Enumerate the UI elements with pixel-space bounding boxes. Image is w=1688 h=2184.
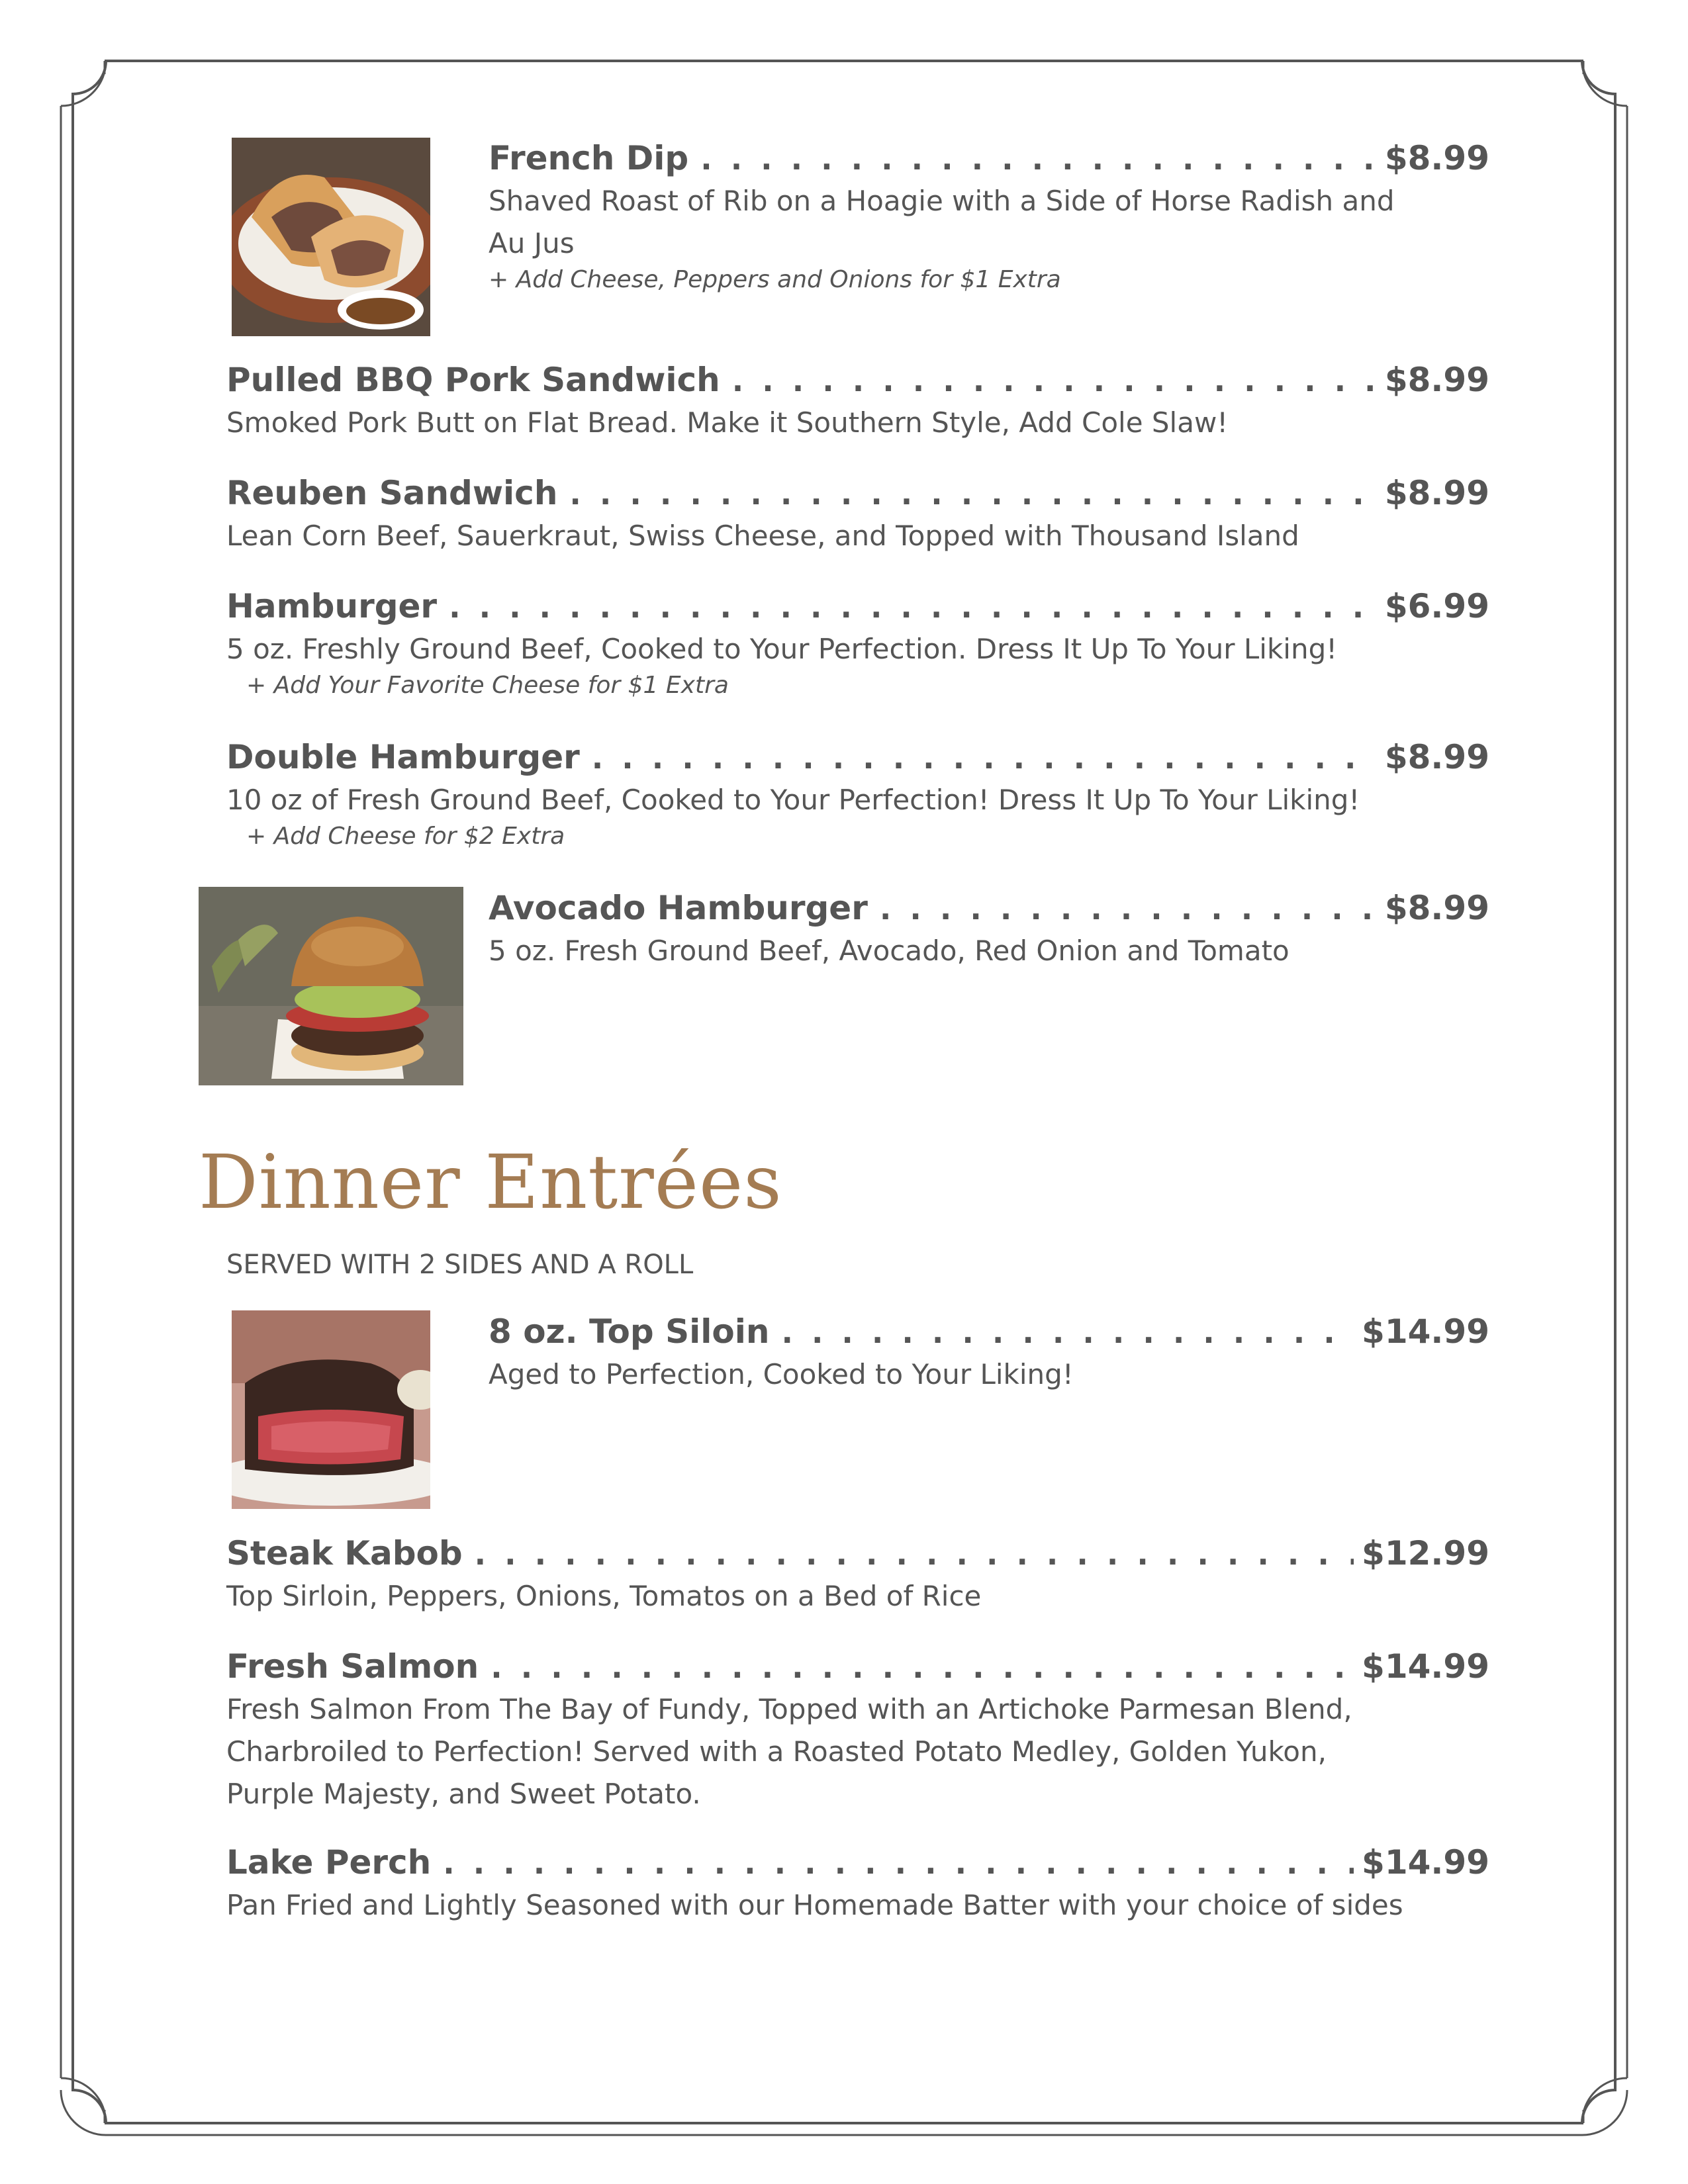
item-description: Smoked Pork Butt on Flat Bread. Make it Southern Style, Add Cole Slaw!	[226, 406, 1229, 439]
item-addon-note: + Add Cheese for $2 Extra	[246, 823, 565, 850]
item-addon-note: + Add Your Favorite Cheese for $1 Extra	[246, 672, 729, 699]
dot-leader	[569, 476, 1376, 512]
item-price: $8.99	[1384, 474, 1489, 512]
dot-leader	[449, 589, 1377, 625]
item-addon-note: + Add Cheese, Peppers and Onions for $1 Extra	[489, 266, 1061, 293]
item-description: Lean Corn Beef, Sauerkraut, Swiss Cheese, and Topped with Thousand Island	[226, 520, 1299, 552]
item-name: Steak Kabob	[226, 1534, 463, 1572]
item-description: 5 oz. Freshly Ground Beef, Cooked to Your Perfection. Dress It Up To Your Liking!	[226, 633, 1338, 665]
dot-leader	[700, 141, 1377, 177]
dot-leader	[781, 1314, 1354, 1350]
item-price: $8.99	[1384, 738, 1489, 776]
menu-item-reuben	[226, 474, 1489, 557]
section-subtitle: SERVED WITH 2 SIDES AND A ROLL	[226, 1250, 694, 1280]
avocado-hamburger-photo	[199, 887, 463, 1085]
item-description: 5 oz. Fresh Ground Beef, Avocado, Red Onion and Tomato	[489, 934, 1289, 967]
section-title-dinner-entrees: Dinner Entrées	[199, 1140, 782, 1226]
item-price: $8.99	[1384, 139, 1489, 177]
dot-leader	[880, 891, 1377, 927]
menu-item-double-hamburger	[226, 738, 1489, 850]
french-dip-photo	[232, 138, 430, 336]
item-description: Pan Fried and Lightly Seasoned with our Homemade Batter with your choice of sides	[226, 1889, 1403, 1921]
item-name: Lake Perch	[226, 1843, 432, 1882]
item-name: Pulled BBQ Pork Sandwich	[226, 361, 720, 399]
item-description: Aged to Perfection, Cooked to Your Liking!	[489, 1358, 1074, 1390]
item-name: French Dip	[489, 139, 689, 177]
menu-item-pulled-bbq-pork	[226, 361, 1489, 444]
item-name: 8 oz. Top Siloin	[489, 1312, 770, 1351]
item-name: Avocado Hamburger	[489, 889, 868, 927]
menu-item-hamburger	[226, 587, 1489, 699]
item-description: Fresh Salmon From The Bay of Fundy, Topped with an Artichoke Parmesan Blend, Charbroiled to Perfection! Served with a Roasted Potato Medley, Golden Yukon, Purple Majesty, and Sweet Potato.	[226, 1693, 1352, 1810]
item-name: Reuben Sandwich	[226, 474, 558, 512]
item-name: Fresh Salmon	[226, 1647, 479, 1686]
dot-leader	[491, 1649, 1354, 1685]
item-price: $12.99	[1362, 1534, 1489, 1572]
menu-item-steak-kabob	[226, 1534, 1489, 1617]
menu-item-avocado-hamburger	[489, 889, 1489, 972]
dot-leader	[592, 740, 1377, 776]
menu-item-top-sirloin	[489, 1312, 1489, 1396]
menu-item-fresh-salmon	[226, 1647, 1489, 1815]
item-name: Hamburger	[226, 587, 438, 625]
item-name: Double Hamburger	[226, 738, 580, 776]
dot-leader	[443, 1845, 1354, 1881]
item-description: 10 oz of Fresh Ground Beef, Cooked to Your Perfection! Dress It Up To Your Liking!	[226, 784, 1360, 816]
item-description: Top Sirloin, Peppers, Onions, Tomatos on a Bed of Rice	[226, 1580, 982, 1612]
menu-item-french-dip	[489, 139, 1489, 293]
item-description: Shaved Roast of Rib on a Hoagie with a Side of Horse Radish and Au Jus	[489, 185, 1395, 259]
dot-leader	[732, 363, 1377, 398]
top-sirloin-photo	[232, 1310, 430, 1509]
item-price: $14.99	[1362, 1647, 1489, 1686]
item-price: $14.99	[1362, 1843, 1489, 1882]
dot-leader	[475, 1536, 1354, 1572]
item-price: $8.99	[1384, 361, 1489, 399]
item-price: $14.99	[1362, 1312, 1489, 1351]
item-price: $8.99	[1384, 889, 1489, 927]
item-price: $6.99	[1384, 587, 1489, 625]
menu-item-lake-perch	[226, 1843, 1489, 1927]
